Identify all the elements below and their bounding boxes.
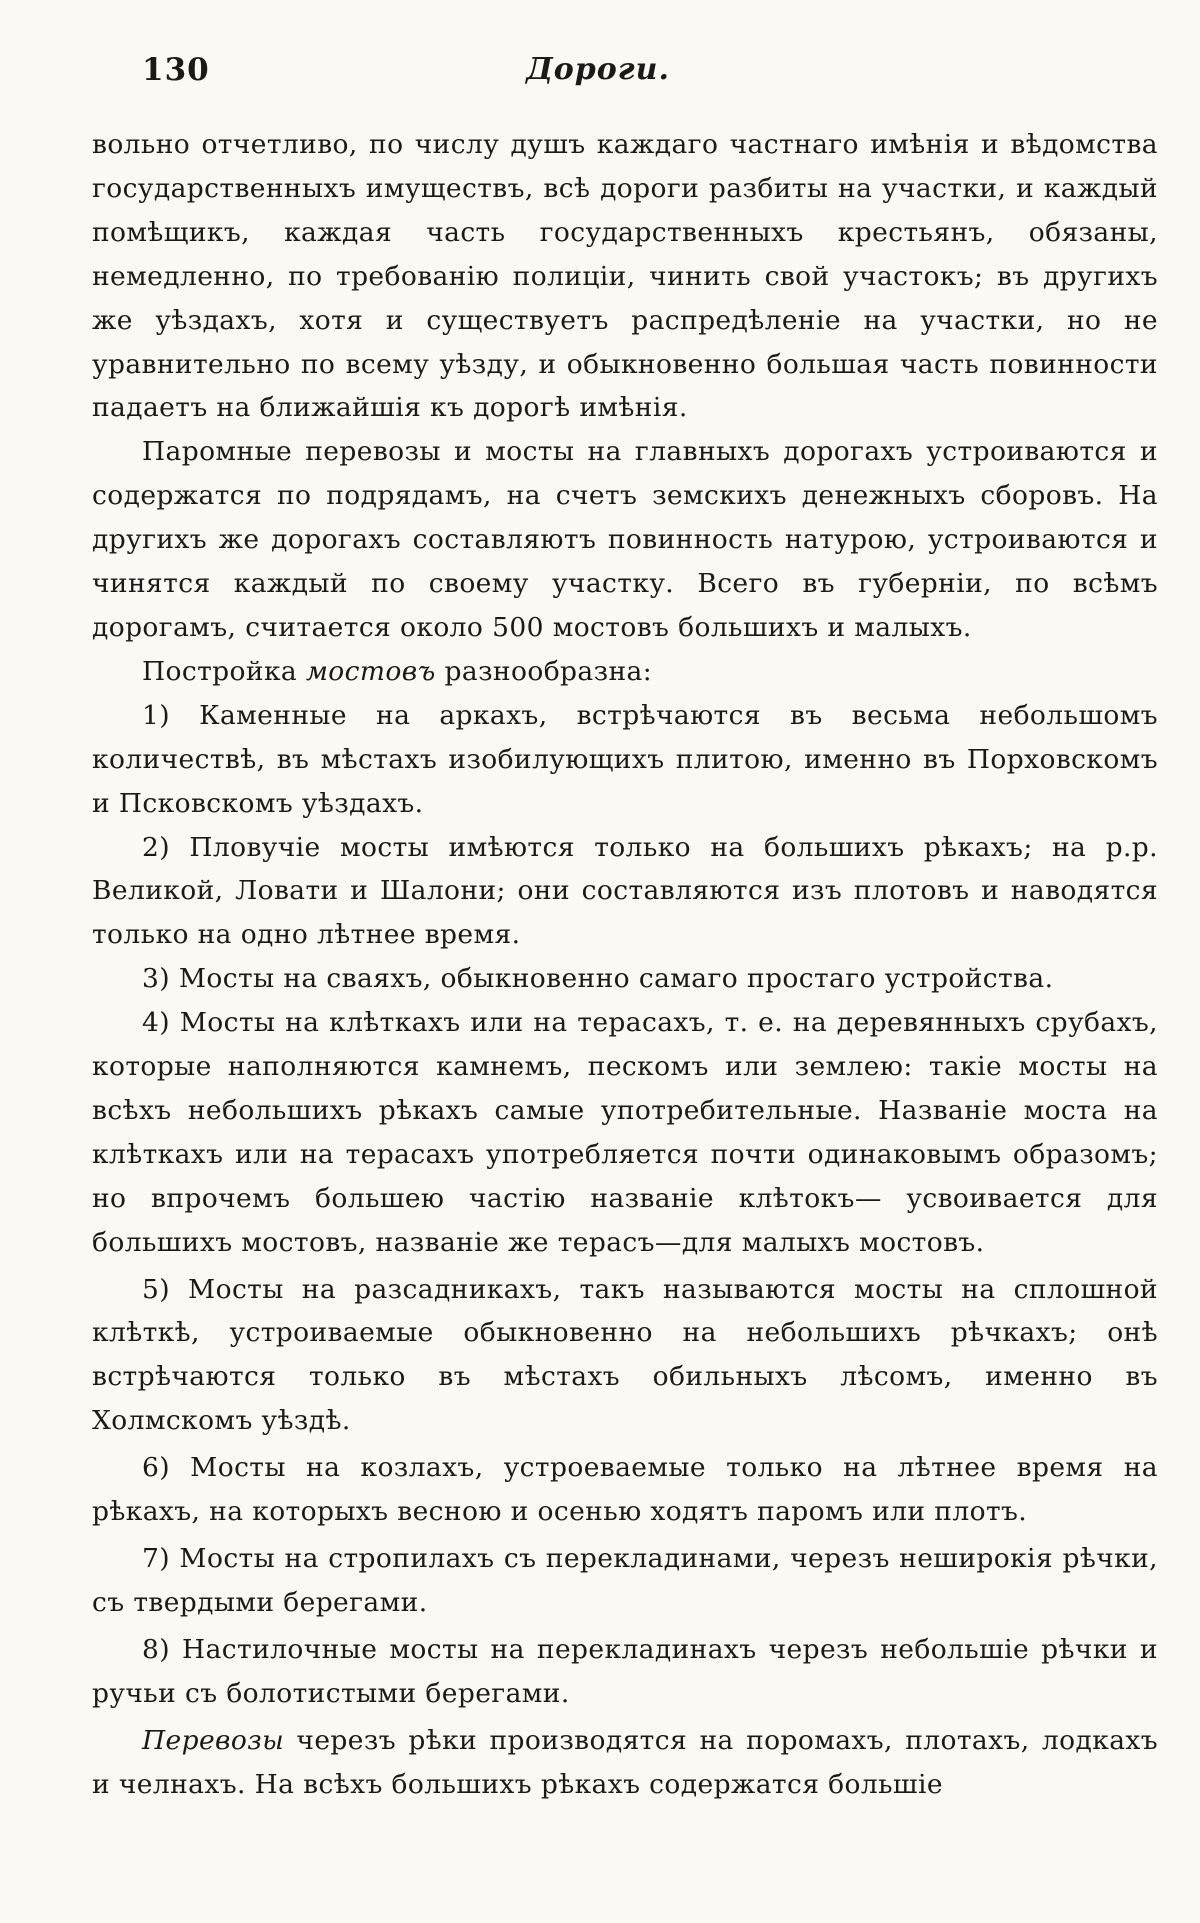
river-crossings-text: черезъ рѣки производятся на поромахъ, плотахъ, лодкахъ и челнахъ. На всѣхъ большихъ рѣкахъ содержатся большіе — [92, 1724, 1158, 1800]
paragraph-ferries-bridges: Паромные перевозы и мосты на главныхъ дорогахъ устроиваются и содержатся по подрядамъ, на счетъ земскихъ денежныхъ сборовъ. На другихъ же дорогахъ составляютъ повинность натурою, устроиваются и чинятся каждый по своему участку. Всего въ губерніи, по всѣмъ дорогамъ, считается около 500 мостовъ большихъ и малыхъ. — [92, 436, 1158, 643]
list-item-rafter-bridges: 7) Мосты на стропилахъ съ перекладинами, черезъ неширокія рѣчки, съ твердыми берегами. — [92, 1543, 1158, 1618]
list-item-stone-bridges: 1) Каменные на аркахъ, встрѣчаются въ весьма небольшомъ количествѣ, въ мѣстахъ изобилующихъ плитою, именно въ Порховскомъ и Псковскомъ уѣздахъ. — [92, 699, 1158, 819]
list-item-pile-bridges: 3) Мосты на сваяхъ, обыкновенно самаго простаго устройства. — [142, 963, 1054, 995]
list-item-deck-bridges: 8) Настилочные мосты на перекладинахъ черезъ небольшіе рѣчки и ручьи съ болотистыми берегами. — [92, 1633, 1158, 1709]
list-item-solid-crib-bridges: 5) Мосты на разсадникахъ, такъ называются мосты на сплошной клѣткѣ, устроиваемые обыкновенно на небольшихъ рѣчкахъ; онѣ встрѣчаются только въ мѣстахъ обильныхъ лѣсомъ, именно въ Холмскомъ уѣздѣ. — [92, 1273, 1158, 1437]
bridge-construction-lead: Постройка — [142, 655, 306, 687]
bridge-construction-tail: разнообразна: — [435, 655, 653, 687]
paragraph-roads-duties: вольно отчетливо, по числу душъ каждаго частнаго имѣнія и вѣдомства государственныхъ имуществъ, всѣ дороги разбиты на участки, и каждый помѣщикъ, каждая часть государственныхъ крестьянъ, обязаны, немедленно, по требованію полиціи, чинить свой участокъ; въ другихъ же уѣздахъ, хотя и существуетъ распредѣленіе на участки, но не уравнительно по всему уѣзду, и обыкновенно большая часть повинности падаетъ на ближайшія къ дорогѣ имѣнія. — [92, 129, 1158, 424]
page-number: 130 — [142, 52, 210, 88]
page-header — [132, 52, 1064, 96]
running-title: Дороги. — [526, 52, 670, 87]
paragraph-river-crossings — [92, 1719, 1158, 1807]
list-item-crib-bridges: 4) Мосты на клѣткахъ или на терасахъ, т. е. на деревянныхъ срубахъ, которые наполняются камнемъ, пескомъ или землею: такіе мосты на всѣхъ небольшихъ рѣкахъ самые употребительные. Названіе моста на клѣткахъ или на терасахъ употребляется почти одинаковымъ образомъ; но впрочемъ большею частію названіе клѣтокъ— усвоивается для большихъ мостовъ, названіе же терасъ—для малыхъ мостовъ. — [92, 1007, 1158, 1258]
page-body — [92, 123, 1158, 1806]
river-crossings-term: Перевозы — [142, 1724, 285, 1756]
list-item-floating-bridges: 2) Пловучіе мосты имѣются только на большихъ рѣкахъ; на р.р. Великой, Ловати и Шалони; они составляются изъ плотовъ и наводятся только на одно лѣтнее время. — [92, 831, 1158, 951]
bridge-construction-term: мостовъ — [305, 655, 436, 687]
paragraph-bridge-construction — [92, 650, 1158, 694]
list-item-trestle-bridges: 6) Мосты на козлахъ, устроеваемые только на лѣтнее время на рѣкахъ, на которыхъ весною и осенью ходятъ паромъ или плотъ. — [92, 1452, 1158, 1528]
